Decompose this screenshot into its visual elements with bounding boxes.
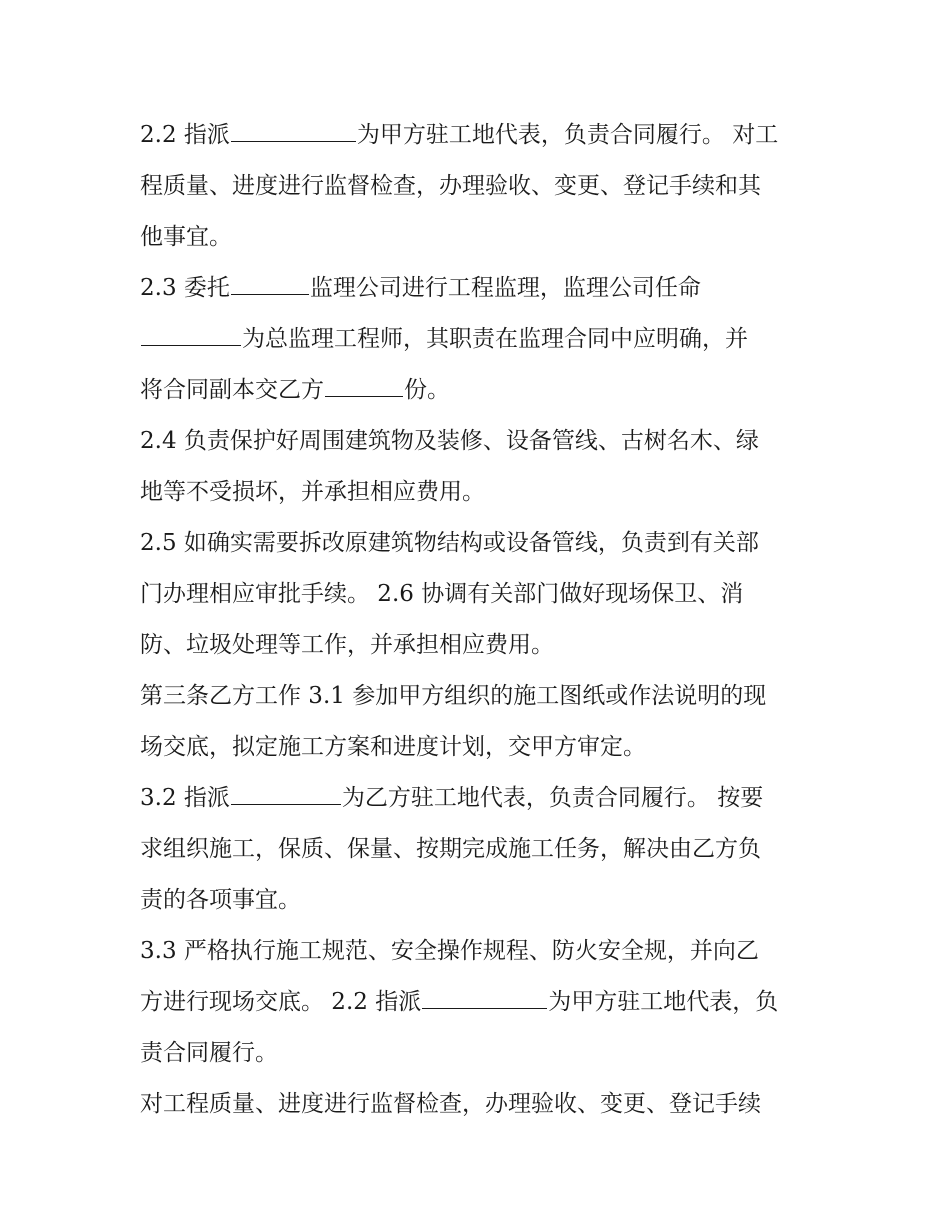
clause-2-4-line-1: 2.4 负责保护好周围建筑物及装修、设备管线、古树名木、绿 xyxy=(140,428,759,454)
document-page xyxy=(140,110,820,1130)
fill-in-blank[interactable] xyxy=(325,376,403,397)
clause-2-2-line-3: 他事宜。 xyxy=(140,224,232,250)
fill-in-blank[interactable] xyxy=(422,988,547,1009)
clause-2-3-line-2 xyxy=(140,314,820,365)
text: 方进行现场交底。 2.2 指派 xyxy=(140,989,422,1015)
clause-3-3-line-3: 责合同履行。 xyxy=(140,1040,278,1066)
text: 为甲方驻工地代表，负责合同履行。 对工 xyxy=(356,122,779,148)
article-3-line-1: 第三条乙方工作 3.1 参加甲方组织的施工图纸或作法说明的现 xyxy=(140,683,767,709)
fill-in-blank[interactable] xyxy=(231,274,309,295)
text: 2.3 委托 xyxy=(140,275,230,301)
text: 份。 xyxy=(404,377,450,403)
fill-in-blank[interactable] xyxy=(231,784,341,805)
clause-2-2-line-2: 程质量、进度进行监督检查，办理验收、变更、登记手续和其 xyxy=(140,173,761,199)
text: 为总监理工程师，其职责在监理合同中应明确，并 xyxy=(242,326,748,352)
fill-in-blank[interactable] xyxy=(141,325,241,346)
clause-3-2-line-3: 责的各项事宜。 xyxy=(140,887,301,913)
clause-2-3-line-1 xyxy=(140,263,820,314)
clause-3-2-line-1 xyxy=(140,773,820,824)
text: 为甲方驻工地代表，负 xyxy=(548,989,779,1015)
text: 3.2 指派 xyxy=(140,785,230,811)
clause-2-5-line-3: 防、垃圾处理等工作，并承担相应费用。 xyxy=(140,632,554,658)
clause-2-5-line-1: 2.5 如确实需要拆改原建筑物结构或设备管线，负责到有关部 xyxy=(140,530,759,556)
clause-3-3-line-1: 3.3 严格执行施工规范、安全操作规程、防火安全规，并向乙 xyxy=(140,938,759,964)
text: 监理公司进行工程监理，监理公司任命 xyxy=(309,275,701,301)
clause-3-2-line-2: 求组织施工，保质、保量、按期完成施工任务，解决由乙方负 xyxy=(140,836,761,862)
article-3-line-2: 场交底，拟定施工方案和进度计划，交甲方审定。 xyxy=(140,734,646,760)
clause-3-3-line-2 xyxy=(140,977,820,1028)
clause-2-2-line-1 xyxy=(140,110,820,161)
clause-2-5-line-2: 门办理相应审批手续。 2.6 协调有关部门做好现场保卫、消 xyxy=(140,581,744,607)
text: 2.2 指派 xyxy=(140,122,230,148)
text: 将合同副本交乙方 xyxy=(140,377,324,403)
final-paragraph-line-1: 对工程质量、进度进行监督检查，办理验收、变更、登记手续 xyxy=(140,1091,761,1117)
text: 为乙方驻工地代表，负责合同履行。 按要 xyxy=(341,785,764,811)
fill-in-blank[interactable] xyxy=(231,121,356,142)
clause-2-3-line-3 xyxy=(140,365,820,416)
clause-2-4-line-2: 地等不受损坏，并承担相应费用。 xyxy=(140,479,485,505)
